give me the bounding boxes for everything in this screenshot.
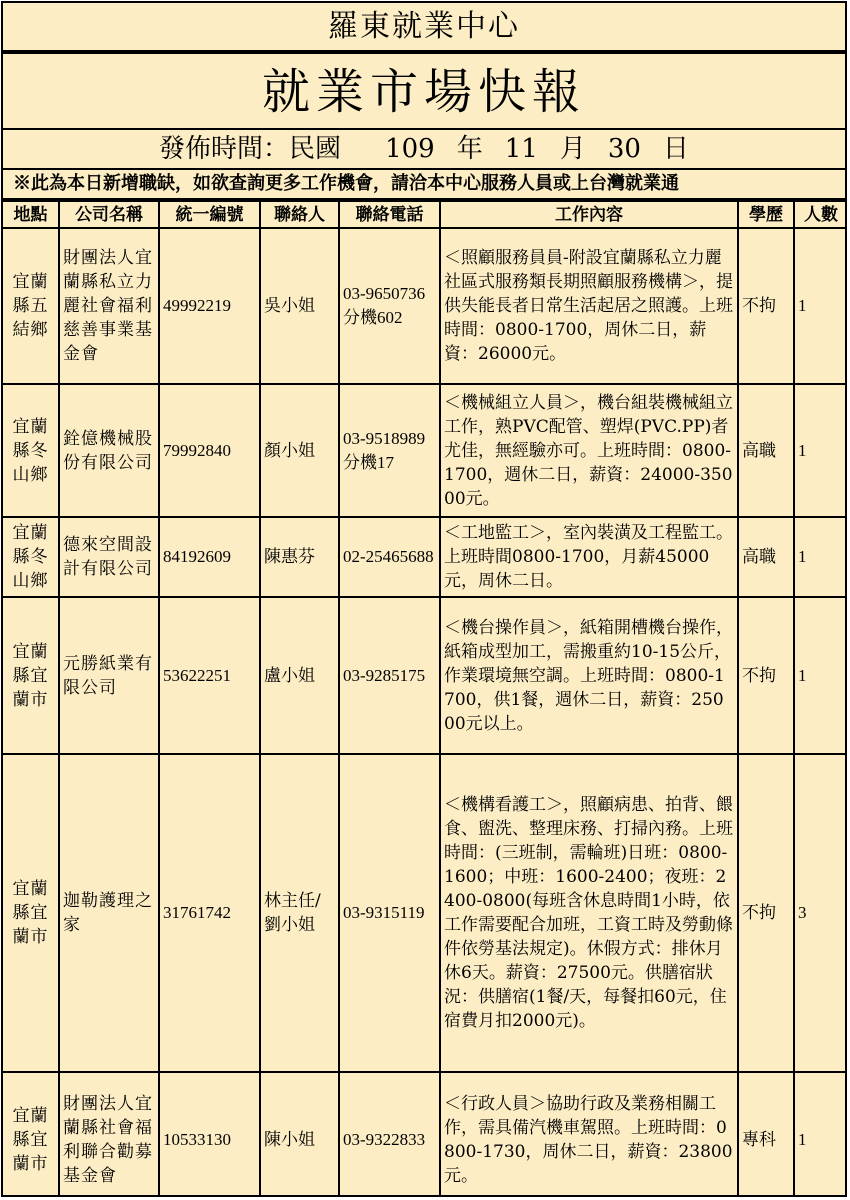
cell-content: ＜照顧服務員員-附設宜蘭縣私立力麗社區式服務類長期照顧服務機構＞，提供失能長者日常生活起居之照護。上班時間：0800-1700，周休二日，薪資：26000元。 — [440, 228, 738, 384]
cell-count: 1 — [794, 384, 847, 517]
cell-education: 專科 — [738, 1072, 794, 1197]
date-year-unit: 年 — [456, 134, 483, 164]
date-day-unit: 日 — [662, 134, 689, 164]
notice-text: ※此為本日新增職缺，如欲查詢更多工作機會，請洽本中心服務人員或上台灣就業通 — [3, 170, 845, 200]
cell-location: 宜蘭縣宜蘭市 — [2, 597, 59, 754]
table-row — [2, 228, 847, 384]
cell-tax-id: 84192609 — [159, 517, 260, 597]
cell-contact: 顏小姐 — [260, 384, 339, 517]
table-row — [2, 597, 847, 754]
date-month: 11 — [504, 134, 538, 164]
col-header-count: 人數 — [794, 201, 847, 228]
cell-phone: 02-25465688 — [339, 517, 440, 597]
cell-company: 財團法人宜蘭縣私立力麗社會福利慈善事業基金會 — [59, 228, 159, 384]
date-label: 發佈時間：民國 — [159, 134, 342, 164]
cell-location: 宜蘭縣宜蘭市 — [2, 1072, 59, 1197]
cell-contact: 林主任/劉小姐 — [260, 754, 339, 1072]
cell-company: 財團法人宜蘭縣社會福利聯合勸募基金會 — [59, 1072, 159, 1197]
cell-content: ＜機構看護工＞，照顧病患、拍背、餵食、盥洗、整理床務、打掃內務。上班時間：(三班制，需輪班)日班：0800-1600；中班：1600-2400；夜班：2400-0800(每班含休息時間1小時，依工作需要配合加班，工資工時及勞動條件依勞基法規定)。休假方式：排休月休6天。薪資：27500元。供膳宿狀況：供膳宿(1餐/天，每餐扣60元，住宿費月扣2000元)。 — [440, 754, 738, 1072]
cell-content: ＜機械組立人員＞，機台組裝機械組立工作，熟PVC配管、塑焊(PVC.PP)者尤佳，無經驗亦可。上班時間：0800-1700，週休二日，薪資：24000-35000元。 — [440, 384, 738, 517]
table-header-row — [2, 201, 847, 228]
cell-count: 3 — [794, 754, 847, 1072]
col-header-tax-id: 統一編號 — [159, 201, 260, 228]
cell-education: 不拘 — [738, 228, 794, 384]
col-header-education: 學歷 — [738, 201, 794, 228]
cell-phone: 03-9285175 — [339, 597, 440, 754]
cell-count: 1 — [794, 597, 847, 754]
cell-education: 高職 — [738, 384, 794, 517]
cell-phone: 03-9315119 — [339, 754, 440, 1072]
cell-company: 元勝紙業有限公司 — [59, 597, 159, 754]
cell-tax-id: 49992219 — [159, 228, 260, 384]
cell-phone: 03-9650736分機602 — [339, 228, 440, 384]
cell-education: 不拘 — [738, 754, 794, 1072]
date-year: 109 — [385, 134, 435, 164]
cell-phone: 03-9322833 — [339, 1072, 440, 1197]
cell-company: 銓億機械股份有限公司 — [59, 384, 159, 517]
col-header-phone: 聯絡電話 — [339, 201, 440, 228]
cell-location: 宜蘭縣冬山鄉 — [2, 517, 59, 597]
cell-content: ＜機台操作員＞，紙箱開槽機台操作，紙箱成型加工，需搬重約10-15公斤，作業環境無空調。上班時間：0800-1700，供1餐，週休二日，薪資：25000元以上。 — [440, 597, 738, 754]
cell-company: 迦勒護理之家 — [59, 754, 159, 1072]
center-name: 羅東就業中心 — [3, 3, 845, 52]
cell-location: 宜蘭縣冬山鄉 — [2, 384, 59, 517]
cell-tax-id: 31761742 — [159, 754, 260, 1072]
publish-date — [3, 130, 845, 170]
cell-location: 宜蘭縣五結鄉 — [2, 228, 59, 384]
job-bulletin-sheet — [1, 1, 847, 1197]
bulletin-title: 就業市場快報 — [3, 52, 845, 130]
col-header-content: 工作內容 — [440, 201, 738, 228]
cell-company: 德來空間設計有限公司 — [59, 517, 159, 597]
col-header-company: 公司名稱 — [59, 201, 159, 228]
cell-content: ＜工地監工＞，室內裝潢及工程監工。上班時間0800-1700，月薪45000元，周休二日。 — [440, 517, 738, 597]
table-row — [2, 517, 847, 597]
date-day: 30 — [607, 134, 641, 164]
table-row — [2, 1072, 847, 1197]
cell-content: ＜行政人員＞協助行政及業務相關工作，需具備汽機車駕照。上班時間：0800-1730，周休二日，薪資：23800元。 — [440, 1072, 738, 1197]
cell-tax-id: 79992840 — [159, 384, 260, 517]
cell-count: 1 — [794, 228, 847, 384]
cell-phone: 03-9518989分機17 — [339, 384, 440, 517]
date-month-unit: 月 — [559, 134, 586, 164]
cell-education: 不拘 — [738, 597, 794, 754]
job-listing-table — [1, 200, 847, 1197]
cell-count: 1 — [794, 517, 847, 597]
col-header-contact: 聯絡人 — [260, 201, 339, 228]
cell-count: 1 — [794, 1072, 847, 1197]
table-row — [2, 754, 847, 1072]
col-header-location: 地點 — [2, 201, 59, 228]
cell-contact: 吳小姐 — [260, 228, 339, 384]
cell-tax-id: 53622251 — [159, 597, 260, 754]
cell-contact: 盧小姐 — [260, 597, 339, 754]
cell-contact: 陳惠芬 — [260, 517, 339, 597]
cell-education: 高職 — [738, 517, 794, 597]
cell-contact: 陳小姐 — [260, 1072, 339, 1197]
table-row — [2, 384, 847, 517]
cell-tax-id: 10533130 — [159, 1072, 260, 1197]
cell-location: 宜蘭縣宜蘭市 — [2, 754, 59, 1072]
